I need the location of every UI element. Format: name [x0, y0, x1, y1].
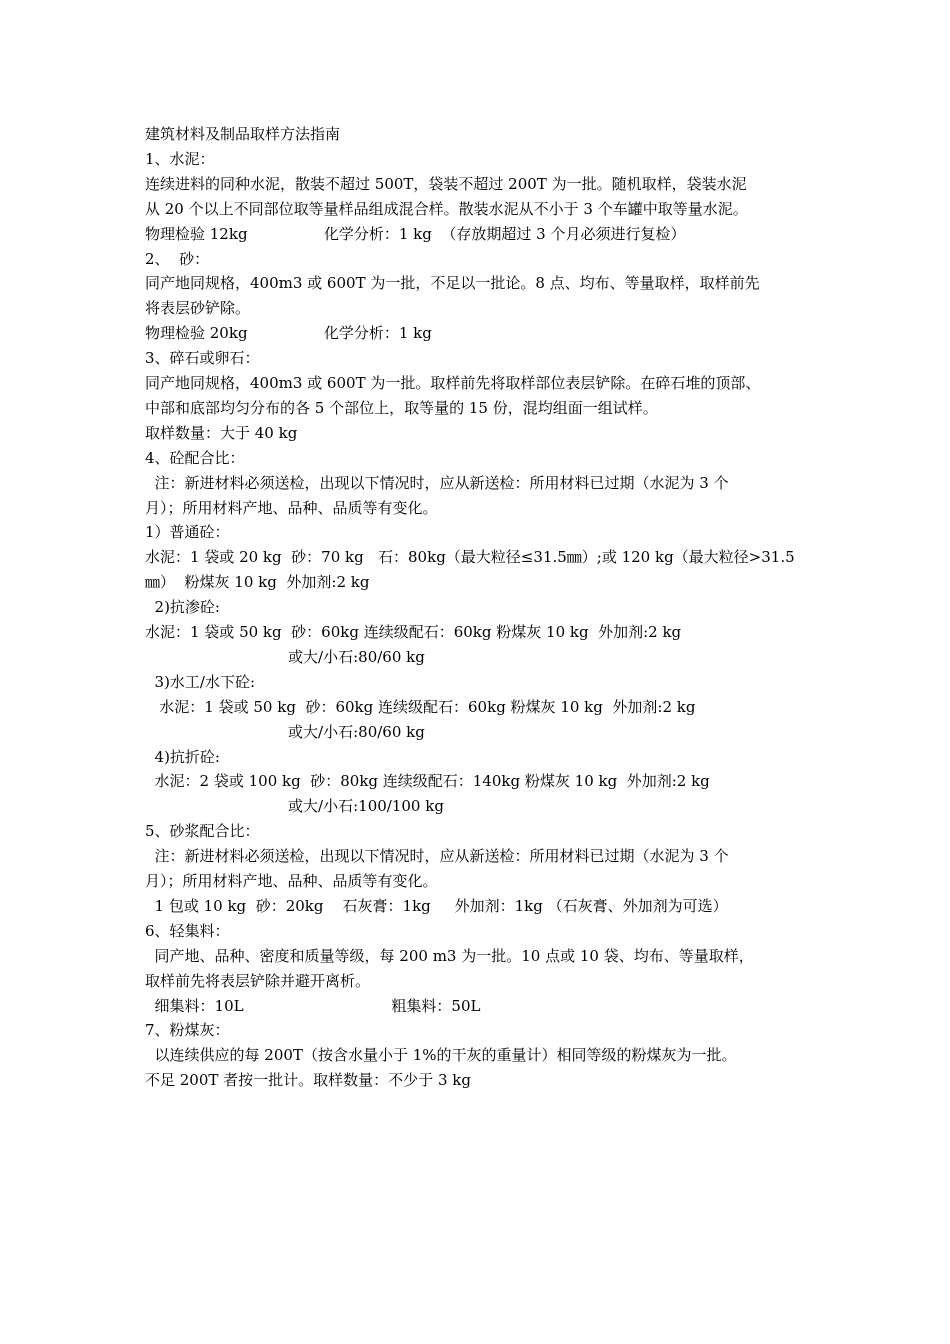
text-line: 取样数量：大于 40 kg: [145, 423, 298, 442]
text-line: 不足 200T 者按一批计。取样数量：不少于 3 kg: [145, 1071, 471, 1090]
text-line: 7、粉煤灰：: [145, 1021, 230, 1040]
text-line: ㎜） 粉煤灰 10 kg 外加剂:2 kg: [145, 573, 370, 592]
text-line: 4)抗折砼:: [145, 747, 220, 766]
text-line: 中部和底部均匀分布的各 5 个部位上，取等量的 15 份，混均组面一组试样。: [145, 398, 658, 417]
text-line: 1 包或 10 kg 砂：20kg 石灰膏：1kg 外加剂：1kg （石灰膏、外加剂为可选）: [145, 896, 728, 915]
text-line: 3)水工/水下砼:: [145, 672, 256, 691]
text-line: 同产地同规格，400m3 或 600T 为一批。取样前先将取样部位表层铲除。在碎石堆的顶部、: [145, 374, 761, 392]
text-line: 2)抗渗砼:: [145, 598, 220, 617]
text-line: 注：新进材料必须送检，出现以下情况时，应从新送检：所用材料已过期（水泥为 3 个: [145, 473, 729, 492]
text-line: 3、碎石或卵石：: [145, 349, 260, 368]
text-line: 或大/小石:80/60 kg: [145, 647, 425, 666]
text-line: 水泥：1 袋或 50 kg 砂：60kg 连续级配石：60kg 粉煤灰 10 kg 外加剂:2 kg: [145, 697, 696, 716]
text-line: 水泥：1 袋或 20 kg 砂：70 kg 石：80kg（最大粒径≤31.5㎜）;或 120 kg（最大粒径>31.5: [145, 548, 795, 567]
text-line: 将表层砂铲除。: [145, 299, 251, 318]
text-line: 以连续供应的每 200T（按含水量小于 1%的干灰的重量计）相同等级的粉煤灰为一批。: [145, 1046, 737, 1065]
document-title: 建筑材料及制品取样方法指南: [145, 125, 341, 143]
text-line: 连续进料的同种水泥，散装不超过 500T，袋装不超过 200T 为一批。随机取样，袋装水泥: [145, 174, 747, 193]
text-line: 或大/小石:80/60 kg: [145, 722, 425, 741]
text-line: 水泥：2 袋或 100 kg 砂：80kg 连续级配石：140kg 粉煤灰 10 kg 外加剂:2 kg: [145, 772, 710, 791]
text-line: 1）普通砼：: [145, 523, 230, 542]
text-line: 从 20 个以上不同部位取等量样品组成混合样。散装水泥从不小于 3 个车罐中取等量水泥。: [145, 199, 748, 218]
text-line: 1、水泥：: [145, 149, 215, 168]
text-line: 5、砂浆配合比：: [145, 822, 260, 841]
text-line: 物理检验 20kg 化学分析：1 kg: [145, 324, 432, 343]
text-line: 月）；所用材料产地、品种、品质等有变化。: [145, 498, 438, 517]
text-line: 细集料：10L 粗集料：50L: [145, 996, 481, 1015]
text-line: 注：新进材料必须送检，出现以下情况时，应从新送检：所用材料已过期（水泥为 3 个: [145, 847, 729, 866]
text-line: 同产地、品种、密度和质量等级，每 200 m3 为一批。10 点或 10 袋、均布、等量取样，: [145, 946, 754, 965]
text-line: 月）；所用材料产地、品种、品质等有变化。: [145, 872, 438, 890]
text-line: 物理检验 12kg 化学分析：1 kg （存放期超过 3 个月必须进行复检）: [145, 224, 686, 243]
text-line: 水泥：1 袋或 50 kg 砂：60kg 连续级配石：60kg 粉煤灰 10 kg 外加剂:2 kg: [145, 623, 682, 641]
text-line: 同产地同规格，400m3 或 600T 为一批，不足以一批论。8 点、均布、等量取样，取样前先: [145, 274, 760, 293]
text-line: 取样前先将表层铲除并避开离析。: [145, 971, 371, 990]
text-line: 或大/小石:100/100 kg: [145, 797, 444, 816]
text-line: 4、砼配合比：: [145, 448, 245, 467]
text-line: 6、轻集料：: [145, 921, 230, 940]
text-line: 2、 砂：: [145, 249, 210, 268]
